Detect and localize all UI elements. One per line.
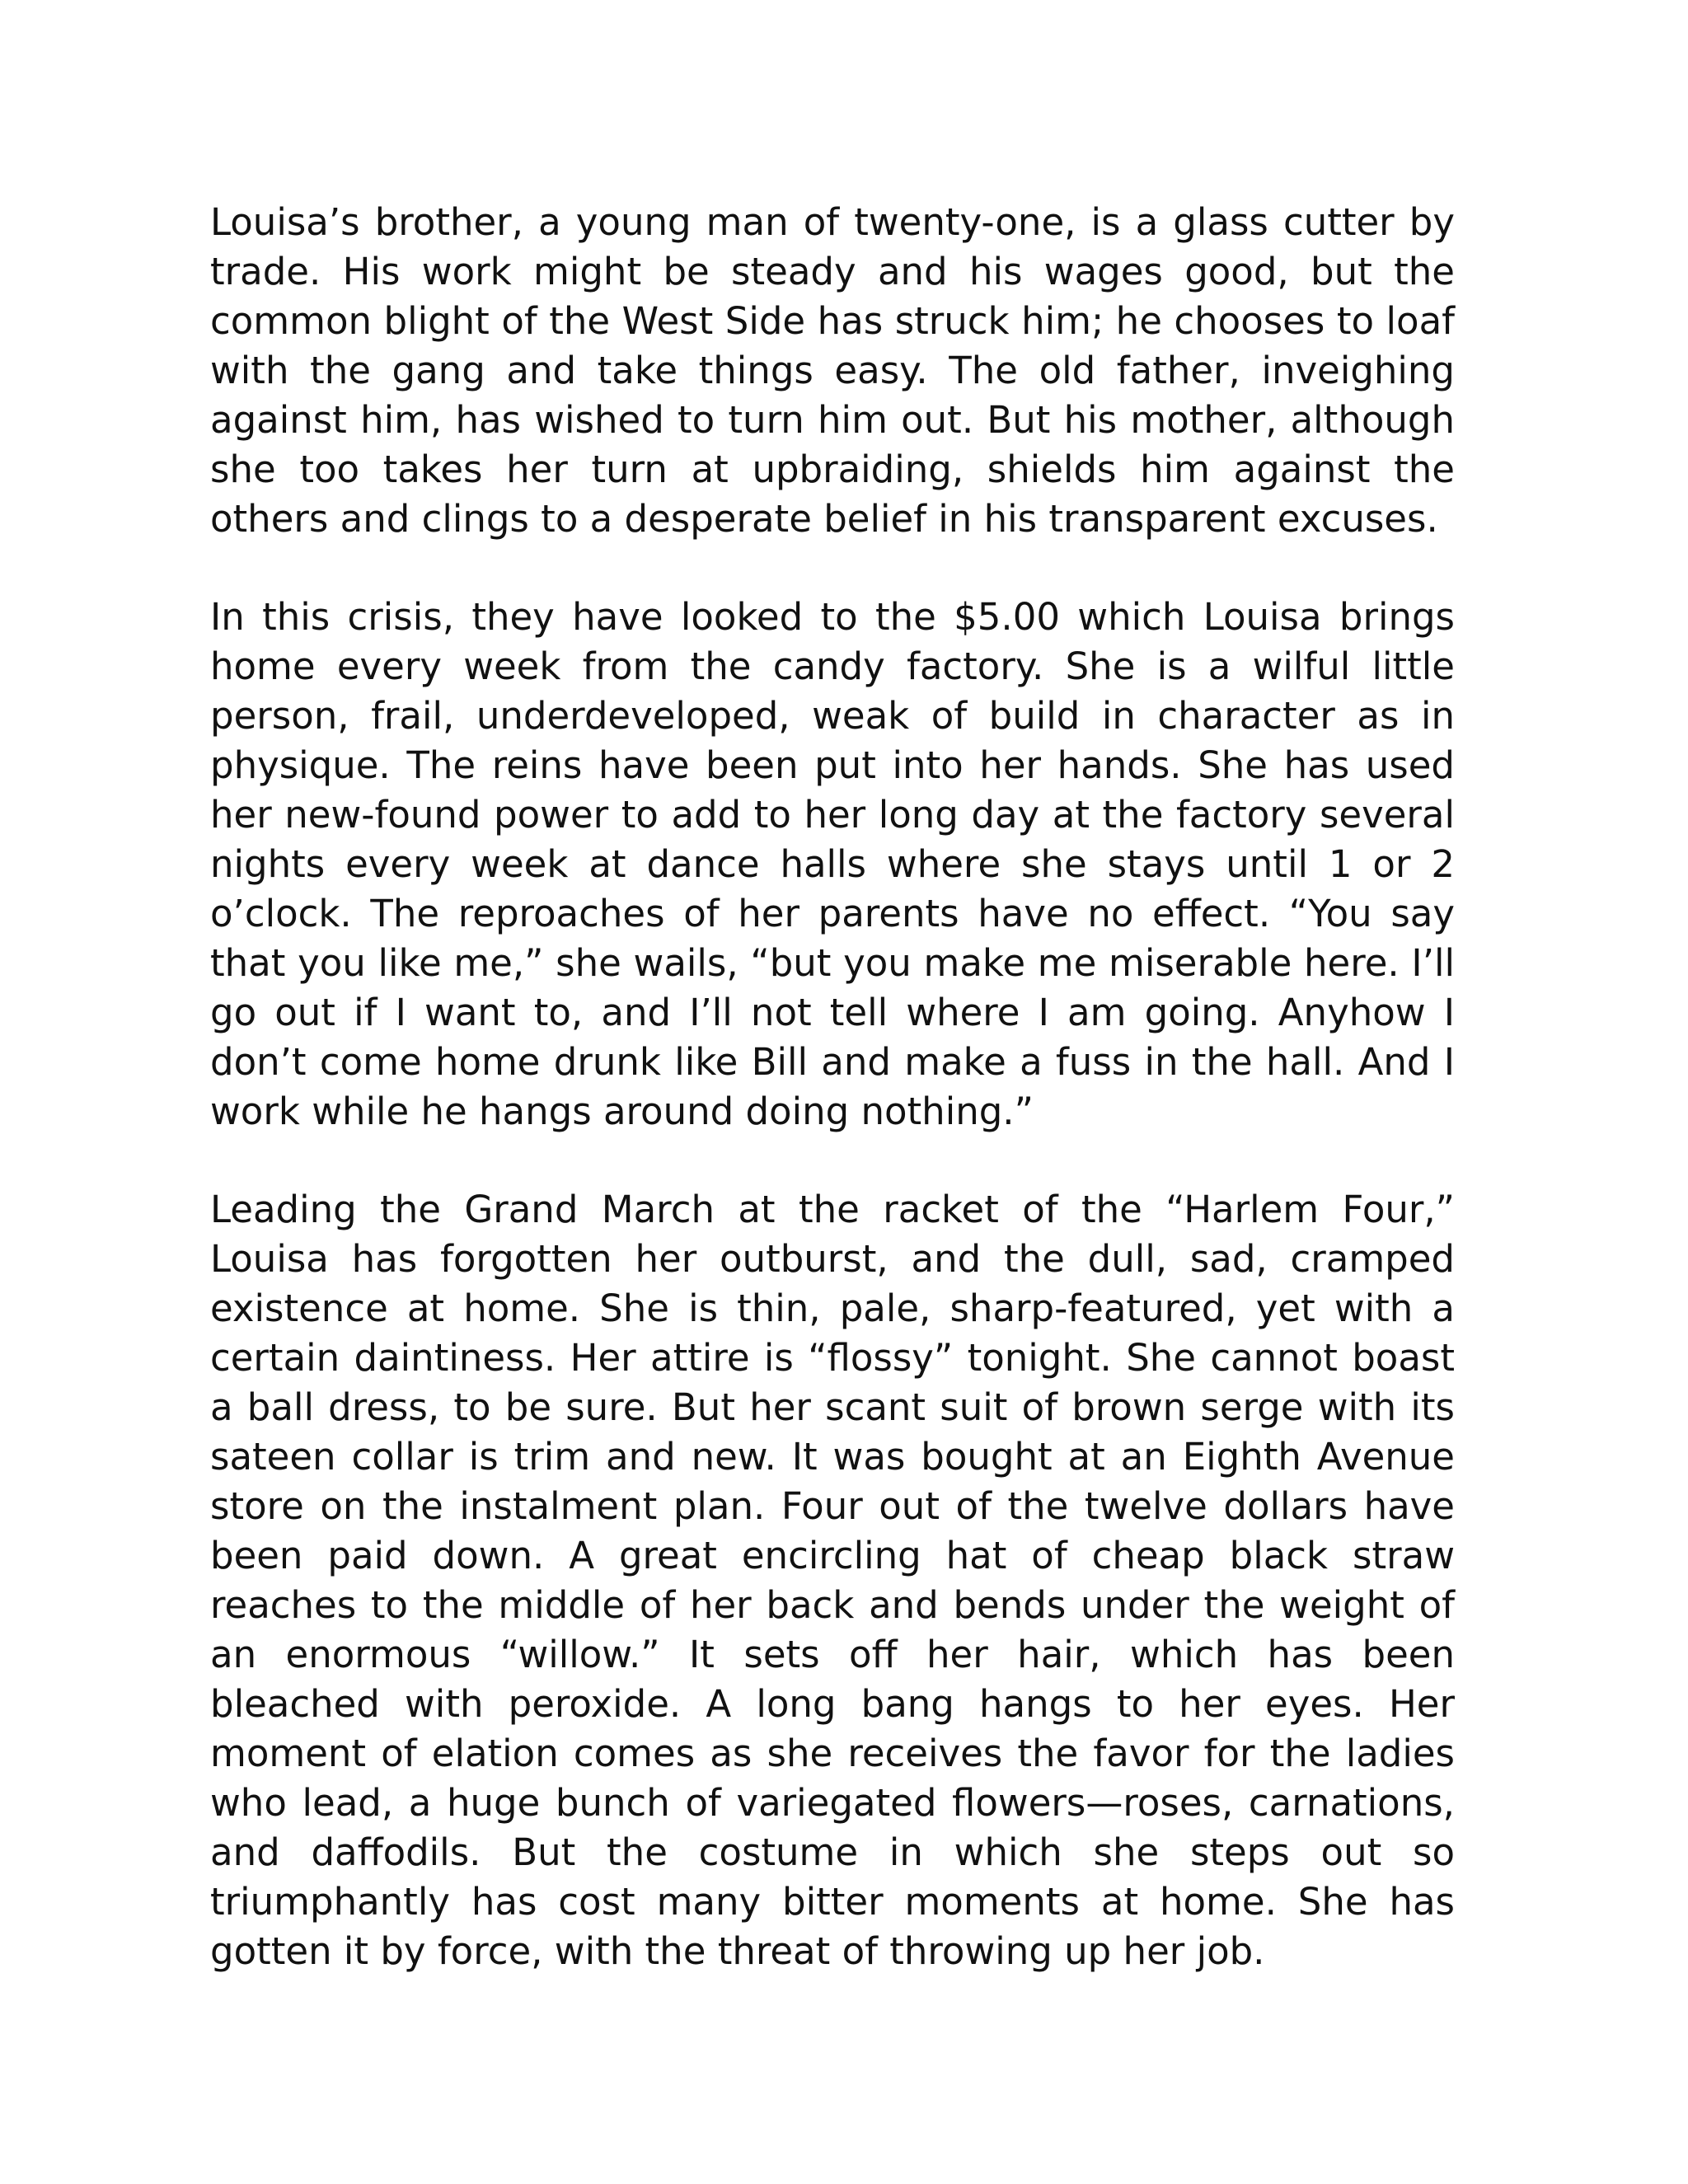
paragraph-2: In this crisis, they have looked to the $5.00 which Louisa brings home every week from the candy factory. She is a wilful little person, frail, underdeveloped, weak of build in character as in physique. The reins have been put into her hands. She has used her new-found power to add to her long day at the factory several nights every week at dance halls where she stays until 1 or 2 o’clock. The reproaches of her parents have no effect. “You say that you like me,” she wails, “but you make me miserable here. I’ll go out if I want to, and I’ll not tell where I am going. Anyhow I don’t come home drunk like Bill and make a fuss in the hall. And I work while he hangs around doing nothing.”	[210, 595, 1455, 1133]
paragraph-1: Louisa’s brother, a young man of twenty-one, is a glass cutter by trade. His work might be steady and his wages good, but the common blight of the West Side has struck him; he chooses to loaf with the gang and take things easy. The old father, inveighing against him, has wished to turn him out. But his mother, although she too takes her turn at upbraiding, shields him against the others and clings to a desperate belief in his transparent excuses.	[210, 200, 1455, 541]
paragraph-3: Leading the Grand March at the racket of the “Harlem Four,” Louisa has forgotten her outburst, and the dull, sad, cramped existence at home. She is thin, pale, sharp-featured, yet with a certain daintiness. Her attire is “flossy” tonight. She cannot boast a ball dress, to be sure. But her scant suit of brown serge with its sateen collar is trim and new. It was bought at an Eighth Avenue store on the instalment plan. Four out of the twelve dollars have been paid down. A great encircling hat of cheap black straw reaches to the middle of her back and bends under the weight of an enormous “willow.” It sets off her hair, which has been bleached with peroxide. A long bang hangs to her eyes. Her moment of elation comes as she receives the favor for the ladies who lead, a huge bunch of variegated flowers—roses, carnations, and daffodils. But the costume in which she steps out so triumphantly has cost many bitter moments at home. She has gotten it by force, with the threat of throwing up her job.	[210, 1188, 1455, 1973]
body-text	[210, 198, 1455, 1976]
